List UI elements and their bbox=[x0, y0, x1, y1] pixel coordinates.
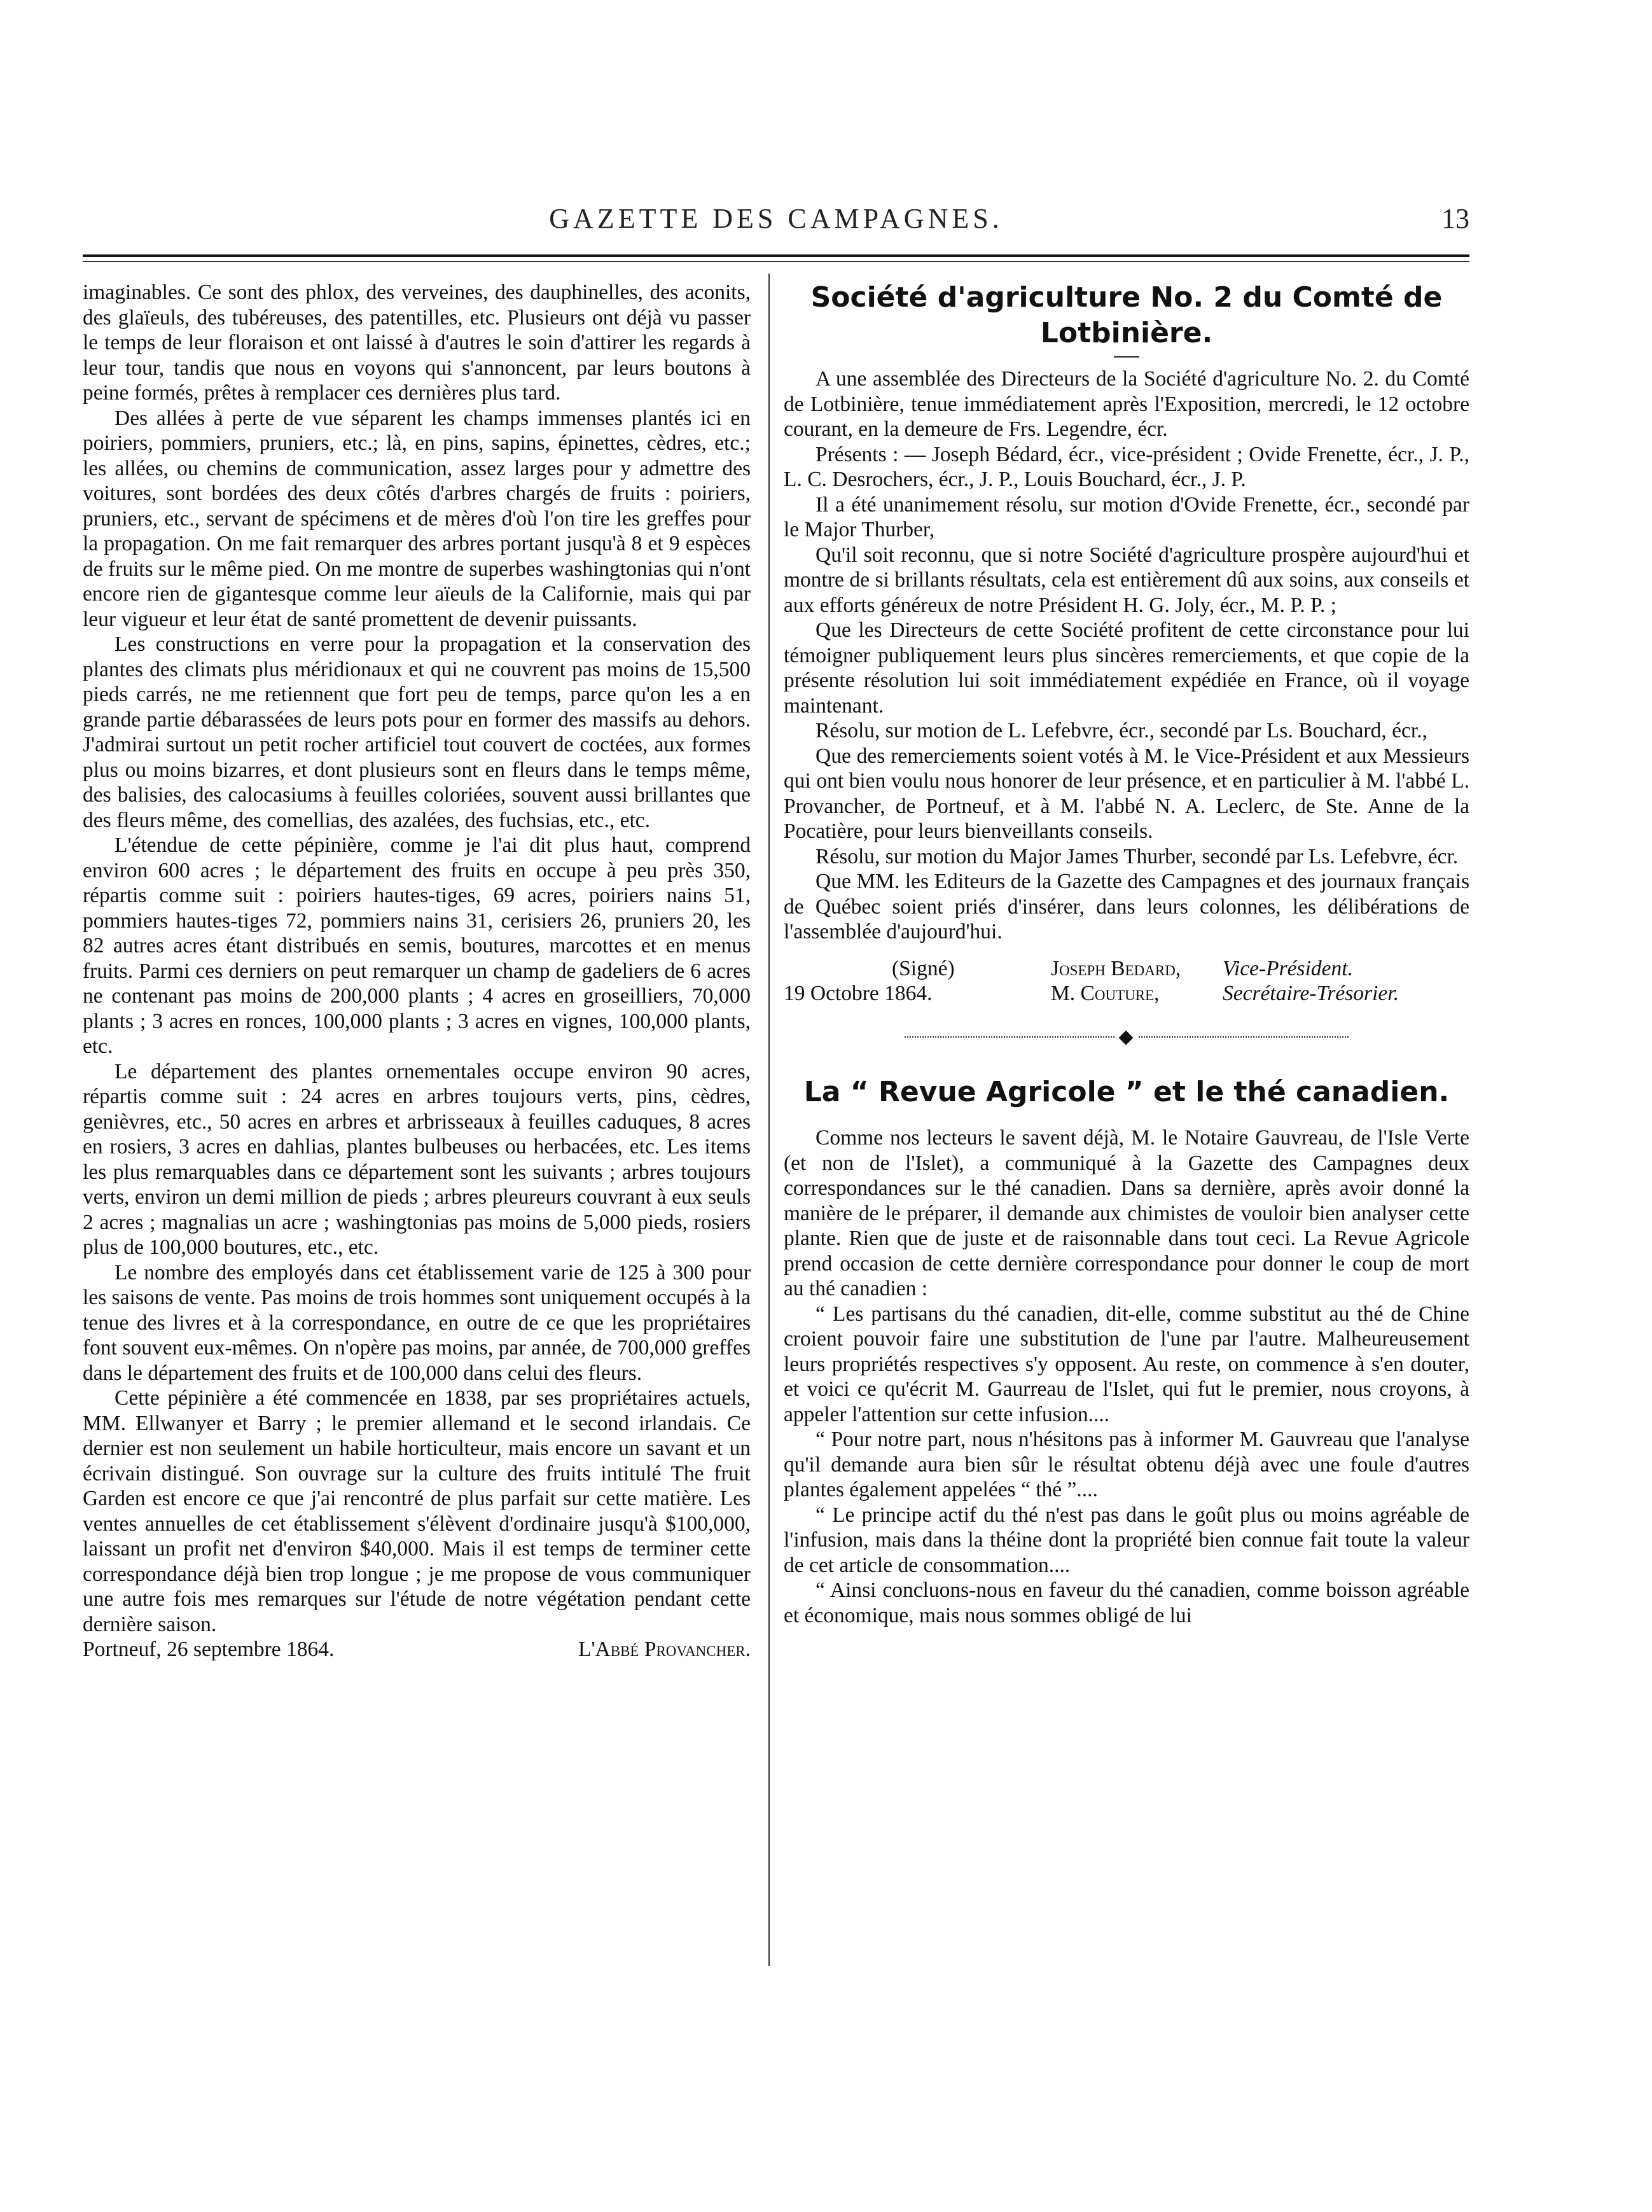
left-paragraph-7: Cette pépinière a été commencée en 1838, par ses propriétaires actuels, MM. Ellwanyer et Barry ; le premier allemand et le second irlandais. Ce dernier est non seulement un habile horticulteur, mais encore un savant et un écrivain distingué. Son ouvrage sur la culture des fruits intitulé The fruit Garden est encore ce que j'ai rencontré de plus parfait sur cette matière. Les ventes annuelles de cet établissement s'élèvent d'ordinaire jusqu'à $100,000, laissant un profit net d'environ $40,000. Mais il est temps de terminer cette correspondance déjà bien trop longue ; je me propose de vous communiquer une autre fois mes remarques sur l'étude de notre végétation pendant cette dernière saison. bbox=[83, 1386, 751, 1636]
newspaper-title: GAZETTE DES CAMPAGNES. bbox=[549, 203, 1003, 234]
resolution-date: 19 Octobre 1864. bbox=[784, 982, 933, 1005]
signer1-title: Vice-Président. bbox=[1223, 956, 1353, 980]
left-paragraph-2: Des allées à perte de vue séparent les champs immenses plantés ici en poiriers, pommiers, pruniers, etc.; là, en pins, sapins, épinettes, cèdres, etc.; les allées, ou chemins de communication, assez larges pour y admettre des voitures, sont bordées des deux côtés d'arbres chargés de fruits : poiriers, pruniers, etc., servant de spécimens et de mères d'où l'on tire les greffes pour la propagation. On me fait remarquer des arbres portant jusqu'à 8 et 9 espèces de fruits sur le même pied. On me montre de superbes washingtonias qui n'ont encore rien de gigantesque comme leur aïeuls de la Californie, mais qui par leur vigueur et leur état de santé promettent de devenir puissants. bbox=[83, 406, 751, 631]
right-s1-paragraph-1: A une assemblée des Directeurs de la Société d'agriculture No. 2. du Comté de Lotbinière, tenue immédiatement après l'Exposition, mercredi, le 12 octobre courant, en la demeure de Frs. Legendre, écr. bbox=[784, 367, 1469, 441]
left-paragraph-1: imaginables. Ce sont des phlox, des verveines, des dauphinelles, des aconits, des glaïeuls, des tubéreuses, des patentilles, etc. Plusieurs ont déjà vu passer le temps de leur floraison et ont laissé à d'autres le soin d'attirer les regards à leur tour, tandis que nous en voyons qui s'annoncent, par leurs boutons à peine formés, prêtes à remplacer ces dernières plus tard. bbox=[83, 281, 751, 405]
signer2-name: M. Couture, bbox=[1051, 982, 1160, 1005]
right-s1-paragraph-8: Résolu, sur motion du Major James Thurber, secondé par Ls. Lefebvre, écr. bbox=[816, 844, 1459, 868]
signer2-title: Secrétaire-Trésorier. bbox=[1223, 982, 1399, 1005]
signer1-name: Joseph Bedard, bbox=[1051, 956, 1181, 980]
right-s1-paragraph-7: Que des remerciements soient votés à M. le Vice-Président et aux Messieurs qui ont bien voulu nous honorer de leur présence, et en particulier à M. l'abbé L. Provancher, de Portneuf, et à M. l'abbé N. A. Leclerc, de Ste. Anne de la Pocatière, pour leurs bienveillants conseils. bbox=[784, 744, 1469, 843]
right-s1-paragraph-9: Que MM. les Editeurs de la Gazette des Campagnes et des journaux français de Québec soient priés d'insérer, dans leurs colonnes, les délibérations de l'assemblée d'aujourd'hui. bbox=[784, 870, 1469, 943]
left-paragraph-4: L'étendue de cette pépinière, comme je l'ai dit plus haut, comprend environ 600 acres ; le département des fruits en occupe à peu près 350, répartis comme suit : poiriers hautes-tiges, 69 acres, poiriers nains 51, pommiers hautes-tiges 72, pommiers nains 31, cerisiers 26, pruniers 20, les 82 autres acres étant distribués en semis, boutures, marcottes et en menus fruits. Parmi ces derniers on peut remarquer un champ de gadeliers de 6 acres ne contenant pas moins de 200,000 plants ; 4 acres en groseilliers, 70,000 plants ; 3 acres en ronces, 100,000 plants ; 3 acres en vignes, 100,000 plants, etc. bbox=[83, 833, 751, 1058]
signature-block bbox=[784, 956, 1469, 1006]
header-rule bbox=[83, 254, 1469, 257]
right-s1-paragraph-5: Que les Directeurs de cette Société profitent de cette circonstance pour lui témoigner publiquement leurs plus sincères remerciements, et que copie de la présente résolution lui soit immédiatement expédiée en France, où il voyage maintenant. bbox=[784, 618, 1469, 718]
page-header bbox=[83, 202, 1469, 240]
left-column bbox=[83, 280, 751, 1662]
closing-author: L'Abbé Provancher. bbox=[578, 1638, 751, 1661]
left-paragraph-6: Le nombre des employés dans cet établissement varie de 125 à 300 pour les saisons de vente. Pas moins de trois hommes sont uniquement occupés à la tenue des livres et à la correspondance, en outre de ce que les propriétaires font souvent eux-mêmes. On n'opère pas moins, par année, de 700,000 greffes dans le département des fruits et de 100,000 dans celui des fleurs. bbox=[83, 1260, 751, 1385]
left-paragraph-5: Le département des plantes ornementales occupe environ 90 acres, répartis comme suit : 24 acres en arbres toujours verts, pins, cèdres, genièvres, etc., 50 acres en arbres et arbrisseaux à feuilles caduques, 8 acres en rosiers, 3 acres en dahlias, plantes bulbeuses ou herbacées, etc. Les items les plus remarquables dans ce département sont les suivants ; arbres toujours verts, environ un demi million de pieds ; arbres pleureurs couvrant à eux seuls 2 acres ; magnalias un acre ; washingtonias pas moins de 5,000 pieds, rosiers plus de 100,000 boutures, etc., etc. bbox=[83, 1059, 751, 1259]
right-s2-paragraph-5: “ Ainsi concluons-nous en faveur du thé canadien, comme boisson agréable et économique, mais nous sommes obligé de lui bbox=[784, 1578, 1469, 1627]
right-s2-paragraph-1: Comme nos lecteurs le savent déjà, M. le Notaire Gauvreau, de l'Isle Verte (et non de l'Islet), a communiqué à la Gazette des Campagnes deux correspondances sur le thé canadien. Dans sa dernière, après avoir donné la manière de le préparer, il demande aux chimistes de vouloir bien analyser cette plante. Rien que de juste et de raisonnable dans tout ceci. La Revue Agricole prend occasion de cette dernière correspondance pour donner le coup de mort au thé canadien : bbox=[784, 1126, 1469, 1301]
right-s2-paragraph-3: “ Pour notre part, nous n'hésitons pas à informer M. Gauvreau que l'analyse qu'il demande aura bien sûr le résultat obtenu déjà avec une foule d'autres plantes également appelées “ thé ”.... bbox=[784, 1428, 1469, 1502]
page-number: 13 bbox=[1441, 203, 1469, 234]
section-ornament: ◆ bbox=[784, 1023, 1469, 1050]
column-divider bbox=[768, 274, 770, 1966]
section-title-revue: La “ Revue Agricole ” et le thé canadien. bbox=[803, 1076, 1450, 1109]
left-paragraph-3: Les constructions en verre pour la propagation et la conservation des plantes des climats plus méridionaux et qui ne couvrent pas moins de 15,500 pieds carrés, ne me retiennent que fort peu de temps, parce qu'on les a en grande partie débarassées de leurs pots pour en former des massifs au dehors. J'admirai surtout un petit rocher artificiel tout couvert de coctées, aux formes plus ou moins bizarres, et dont plusieurs sont en fleurs dans le temps même, des balisies, des calocasiums à feuilles coloriées, souvent aussi brillantes que des fleurs même, des comellias, des azalées, des fuchsias, etc., etc. bbox=[83, 632, 751, 832]
left-closing bbox=[83, 1637, 751, 1662]
right-s2-paragraph-4: “ Le principe actif du thé n'est pas dans le goût plus ou moins agréable de l'infusion, mais dans la théine dont la propriété bien connue fait toute la valeur de cet article de consommation.... bbox=[784, 1503, 1469, 1577]
right-s1-paragraph-4: Qu'il soit reconnu, que si notre Société d'agriculture prospère aujourd'hui et montre de si brillants résultats, cela est entièrement dû aux soins, aux conseils et aux efforts généreux de notre Président H. G. Joly, écr., M. P. P. ; bbox=[784, 543, 1469, 617]
right-s2-paragraph-2: “ Les partisans du thé canadien, dit-elle, comme substitut au thé de Chine croient pouvoir faire une substitution de l'une par l'autre. Malheureusement leurs propriétés respectives s'y opposent. Au reste, on commence à s'en douter, et voici ce qu'écrit M. Gaurreau de l'Islet, qui fut le premier, nous croyons, à appeler l'attention sur cette infusion.... bbox=[784, 1302, 1469, 1426]
right-column bbox=[784, 280, 1469, 1628]
title-short-rule bbox=[1114, 356, 1139, 358]
right-s1-paragraph-6: Résolu, sur motion de L. Lefebvre, écr., secondé par Ls. Bouchard, écr., bbox=[816, 719, 1427, 742]
right-s1-paragraph-2: Présents : — Joseph Bédard, écr., vice-président ; Ovide Frenette, écr., J. P., L. C. Desrochers, écr., J. P., Louis Bouchard, écr., J. P. bbox=[784, 442, 1469, 491]
header-rule-secondary bbox=[83, 261, 1469, 262]
right-s1-paragraph-3: Il a été unanimement résolu, sur motion d'Ovide Frenette, écr., secondé par le Major Thurber, bbox=[784, 492, 1469, 541]
section-title-societe: Société d'agriculture No. 2 du Comté de Lotbinière. bbox=[810, 281, 1443, 349]
closing-place-date: Portneuf, 26 septembre 1864. bbox=[83, 1638, 335, 1661]
signed-label: (Signé) bbox=[892, 956, 955, 980]
